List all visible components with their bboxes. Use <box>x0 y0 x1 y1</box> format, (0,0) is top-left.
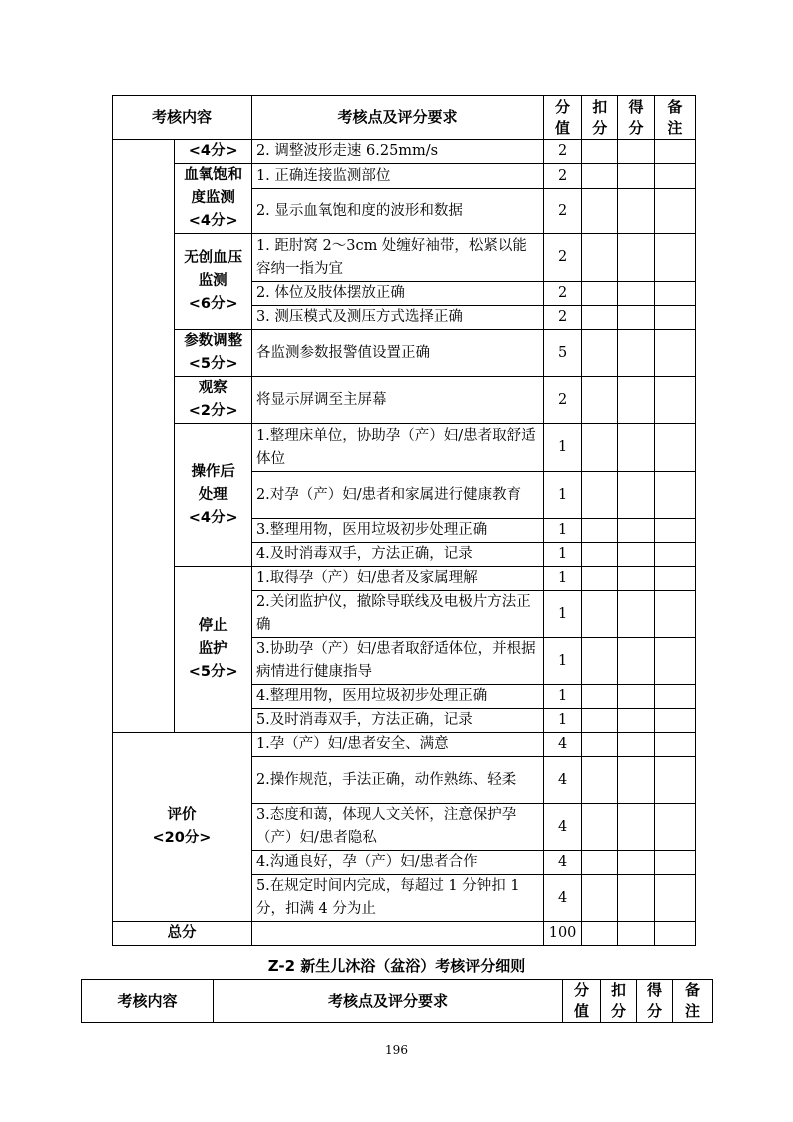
requirement-cell: 2. 体位及肢体摆放正确 <box>251 282 543 306</box>
remark-cell <box>654 306 695 330</box>
table-row <box>113 424 696 472</box>
obtained-cell <box>618 377 654 424</box>
requirement-cell: 2. 显示血氧饱和度的波形和数据 <box>251 189 543 234</box>
requirement-cell: 1.取得孕（产）妇/患者及家属理解 <box>251 567 543 591</box>
score-cell: 1 <box>543 519 581 543</box>
score-cell: 2 <box>543 282 581 306</box>
obtained-cell <box>618 638 654 685</box>
operation-process-cell <box>113 140 175 733</box>
score-cell: 1 <box>543 567 581 591</box>
obtained-cell <box>618 330 654 377</box>
deduct-cell <box>582 733 618 757</box>
table-row <box>113 330 696 377</box>
deduct-cell <box>582 875 618 922</box>
category-cell: 无创血压 监测 <6分> <box>175 234 252 330</box>
header-remark: 备 注 <box>673 980 713 1023</box>
obtained-cell <box>618 922 654 946</box>
remark-cell <box>654 424 695 472</box>
requirement-cell: 3.态度和蔼，体现人文关怀，注意保护孕（产）妇/患者隐私 <box>251 804 543 851</box>
deduct-cell <box>582 851 618 875</box>
requirement-cell: 4.及时消毒双手，方法正确，记录 <box>251 543 543 567</box>
score-cell: 4 <box>543 733 581 757</box>
requirement-cell: 1. 正确连接监测部位 <box>251 164 543 189</box>
deduct-cell <box>582 424 618 472</box>
total-row <box>113 922 696 946</box>
score-cell: 2 <box>543 377 581 424</box>
requirement-cell: 5.在规定时间内完成，每超过 1 分钟扣 1 分，扣满 4 分为止 <box>251 875 543 922</box>
deduct-cell <box>582 567 618 591</box>
deduct-cell <box>582 709 618 733</box>
obtained-cell <box>618 543 654 567</box>
obtained-cell <box>618 685 654 709</box>
remark-cell <box>654 851 695 875</box>
requirement-cell: 各监测参数报警值设置正确 <box>251 330 543 377</box>
score-cell: 4 <box>543 757 581 804</box>
obtained-cell <box>618 757 654 804</box>
table-header-row <box>82 980 713 1023</box>
requirement-cell: 3.协助孕（产）妇/患者取舒适体位，并根据病情进行健康指导 <box>251 638 543 685</box>
deduct-cell <box>582 330 618 377</box>
category-cell: 观察 <2分> <box>175 377 252 424</box>
header-obtained: 得 分 <box>618 96 654 140</box>
total-requirement-cell <box>251 922 543 946</box>
obtained-cell <box>618 472 654 519</box>
obtained-cell <box>618 306 654 330</box>
deduct-cell <box>582 519 618 543</box>
remark-cell <box>654 189 695 234</box>
obtained-cell <box>618 424 654 472</box>
header-content: 考核内容 <box>82 980 214 1023</box>
deduct-cell <box>582 685 618 709</box>
header-obtained: 得 分 <box>637 980 673 1023</box>
deduct-cell <box>582 757 618 804</box>
score-cell: 1 <box>543 472 581 519</box>
score-cell: 2 <box>543 164 581 189</box>
deduct-cell <box>582 140 618 164</box>
requirement-cell: 4.整理用物，医用垃圾初步处理正确 <box>251 685 543 709</box>
remark-cell <box>654 709 695 733</box>
category-cell: 血氧饱和 度监测 <4分> <box>175 164 252 234</box>
score-cell: 1 <box>543 543 581 567</box>
remark-cell <box>654 591 695 638</box>
section-title: Z-2 新生儿沐浴（盆浴）考核评分细则 <box>267 957 526 975</box>
score-cell: 4 <box>543 875 581 922</box>
obtained-cell <box>618 234 654 282</box>
remark-cell <box>654 140 695 164</box>
header-deduct: 扣 分 <box>601 980 637 1023</box>
total-score: 100 <box>543 922 581 946</box>
requirement-cell: 1.孕（产）妇/患者安全、满意 <box>251 733 543 757</box>
header-score: 分 值 <box>543 96 581 140</box>
total-label: 总分 <box>113 922 252 946</box>
remark-cell <box>654 472 695 519</box>
score-cell: 1 <box>543 685 581 709</box>
score-cell: 5 <box>543 330 581 377</box>
remark-cell <box>654 282 695 306</box>
score-cell: 2 <box>543 234 581 282</box>
obtained-cell <box>618 140 654 164</box>
requirement-cell: 2.关闭监护仪，撤除导联线及电极片方法正确 <box>251 591 543 638</box>
requirement-cell: 1. 距肘窝 2～3cm 处缠好袖带，松紧以能容纳一指为宜 <box>251 234 543 282</box>
page-number: 196 <box>385 1043 408 1057</box>
header-deduct: 扣 分 <box>582 96 618 140</box>
evaluation-category-cell: 评价 <20分> <box>113 733 252 922</box>
requirement-cell: 2.对孕（产）妇/患者和家属进行健康教育 <box>251 472 543 519</box>
score-cell: 4 <box>543 804 581 851</box>
remark-cell <box>654 685 695 709</box>
score-cell: 1 <box>543 709 581 733</box>
obtained-cell <box>618 709 654 733</box>
deduct-cell <box>582 377 618 424</box>
obtained-cell <box>618 591 654 638</box>
obtained-cell <box>618 875 654 922</box>
score-cell: 2 <box>543 189 581 234</box>
deduct-cell <box>582 543 618 567</box>
obtained-cell <box>618 851 654 875</box>
remark-cell <box>654 377 695 424</box>
remark-cell <box>654 543 695 567</box>
remark-cell <box>654 804 695 851</box>
scoring-table <box>112 95 696 946</box>
requirement-cell: 3.整理用物，医用垃圾初步处理正确 <box>251 519 543 543</box>
deduct-cell <box>582 306 618 330</box>
score-cell: 1 <box>543 591 581 638</box>
requirement-cell: 2.操作规范，手法正确，动作熟练、轻柔 <box>251 757 543 804</box>
category-cell: <4分> <box>175 140 252 164</box>
score-cell: 1 <box>543 638 581 685</box>
requirement-cell: 4.沟通良好，孕（产）妇/患者合作 <box>251 851 543 875</box>
remark-cell <box>654 733 695 757</box>
remark-cell <box>654 757 695 804</box>
table-row <box>113 234 696 282</box>
deduct-cell <box>582 164 618 189</box>
deduct-cell <box>582 282 618 306</box>
remark-cell <box>654 875 695 922</box>
category-cell: 操作后 处理 <4分> <box>175 424 252 567</box>
header-remark: 备 注 <box>654 96 695 140</box>
obtained-cell <box>618 733 654 757</box>
obtained-cell <box>618 282 654 306</box>
requirement-cell: 3. 测压模式及测压方式选择正确 <box>251 306 543 330</box>
remark-cell <box>654 519 695 543</box>
remark-cell <box>654 638 695 685</box>
requirement-cell: 1.整理床单位，协助孕（产）妇/患者取舒适体位 <box>251 424 543 472</box>
header-content: 考核内容 <box>113 96 252 140</box>
table-header-row <box>113 96 696 140</box>
table-row <box>113 140 696 164</box>
deduct-cell <box>582 922 618 946</box>
deduct-cell <box>582 234 618 282</box>
obtained-cell <box>618 189 654 234</box>
requirement-cell: 2. 调整波形走速 6.25mm/s <box>251 140 543 164</box>
table-row <box>113 567 696 591</box>
score-cell: 2 <box>543 306 581 330</box>
score-cell: 1 <box>543 424 581 472</box>
header-requirements: 考核点及评分要求 <box>251 96 543 140</box>
requirement-cell: 5.及时消毒双手，方法正确，记录 <box>251 709 543 733</box>
deduct-cell <box>582 189 618 234</box>
remark-cell <box>654 234 695 282</box>
score-cell: 2 <box>543 140 581 164</box>
remark-cell <box>654 922 695 946</box>
remark-cell <box>654 567 695 591</box>
remark-cell <box>654 330 695 377</box>
deduct-cell <box>582 638 618 685</box>
remark-cell <box>654 164 695 189</box>
deduct-cell <box>582 591 618 638</box>
table-row <box>113 733 696 757</box>
bathing-scoring-table <box>81 979 713 1023</box>
score-cell: 4 <box>543 851 581 875</box>
obtained-cell <box>618 804 654 851</box>
obtained-cell <box>618 519 654 543</box>
deduct-cell <box>582 804 618 851</box>
table-row <box>113 377 696 424</box>
obtained-cell <box>618 164 654 189</box>
category-cell: 停止 监护 <5分> <box>175 567 252 733</box>
header-score: 分 值 <box>563 980 601 1023</box>
table-row <box>113 164 696 189</box>
category-cell: 参数调整 <5分> <box>175 330 252 377</box>
header-requirements: 考核点及评分要求 <box>214 980 563 1023</box>
requirement-cell: 将显示屏调至主屏幕 <box>251 377 543 424</box>
deduct-cell <box>582 472 618 519</box>
obtained-cell <box>618 567 654 591</box>
